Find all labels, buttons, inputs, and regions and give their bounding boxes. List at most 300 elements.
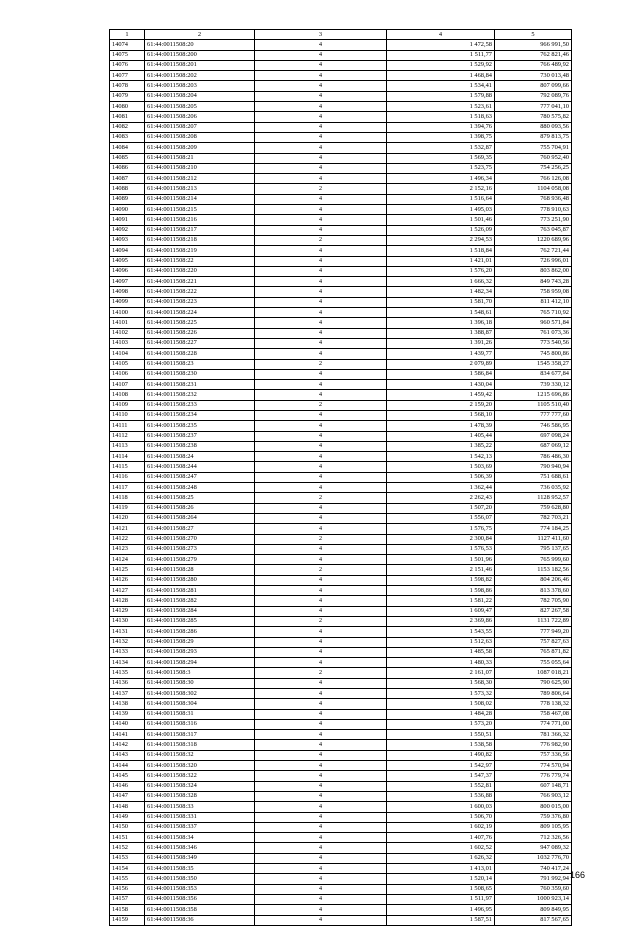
table-cell: 14139: [110, 709, 145, 719]
table-cell: 4: [255, 894, 387, 904]
table-cell: 1 484,28: [387, 709, 495, 719]
table-row: [110, 894, 572, 904]
table-cell: 61:44:0011508:304: [145, 699, 255, 709]
table-cell: 4: [255, 50, 387, 60]
table-cell: 4: [255, 740, 387, 750]
table-row: [110, 369, 572, 379]
table-cell: 61:44:0011508:231: [145, 380, 255, 390]
table-row: [110, 483, 572, 493]
table-cell: 61:44:0011508:222: [145, 287, 255, 297]
table-cell: 4: [255, 308, 387, 318]
table-cell: 61:44:0011508:228: [145, 349, 255, 359]
table-cell: 4: [255, 606, 387, 616]
table-row: [110, 668, 572, 678]
table-cell: 61:44:0011508:317: [145, 730, 255, 740]
table-row: [110, 71, 572, 81]
table-cell: 14124: [110, 555, 145, 565]
table-cell: 880 093,56: [495, 122, 572, 132]
table-cell: 1 548,61: [387, 308, 495, 318]
table-cell: 786 486,30: [495, 452, 572, 462]
table-cell: 61:44:0011508:230: [145, 369, 255, 379]
table-row: [110, 689, 572, 699]
table-cell: 61:44:0011508:356: [145, 894, 255, 904]
table-cell: 765 710,92: [495, 308, 572, 318]
table-row: [110, 740, 572, 750]
table-cell: 14151: [110, 833, 145, 843]
table-cell: 61:44:0011508:206: [145, 112, 255, 122]
table-cell: 2: [255, 668, 387, 678]
table-cell: 14118: [110, 493, 145, 503]
table-cell: 4: [255, 380, 387, 390]
table-row: [110, 575, 572, 585]
table-row: [110, 441, 572, 451]
table-cell: 14092: [110, 225, 145, 235]
table-cell: 4: [255, 246, 387, 256]
table-cell: 774 771,00: [495, 719, 572, 729]
table-cell: 1 388,87: [387, 328, 495, 338]
table-cell: 790 625,90: [495, 678, 572, 688]
table-cell: 1 394,76: [387, 122, 495, 132]
table-cell: 773 540,56: [495, 338, 572, 348]
table-cell: 14104: [110, 349, 145, 359]
table-cell: 61:44:0011508:31: [145, 709, 255, 719]
table-cell: 4: [255, 709, 387, 719]
table-cell: 1 552,81: [387, 781, 495, 791]
table-cell: 1 547,37: [387, 771, 495, 781]
table-cell: 61:44:0011508:217: [145, 225, 255, 235]
table-cell: 61:44:0011508:26: [145, 503, 255, 513]
table-cell: 14119: [110, 503, 145, 513]
table-cell: 1 598,82: [387, 575, 495, 585]
table-cell: 14121: [110, 524, 145, 534]
table-cell: 834 677,84: [495, 369, 572, 379]
table-cell: 1 482,34: [387, 287, 495, 297]
table-row: [110, 225, 572, 235]
table-cell: 758 959,08: [495, 287, 572, 297]
table-row: [110, 215, 572, 225]
table-row: [110, 380, 572, 390]
table-row: [110, 884, 572, 894]
table-cell: 792 089,76: [495, 91, 572, 101]
table-cell: 61:44:0011508:316: [145, 719, 255, 729]
table-row: [110, 905, 572, 915]
table-row: [110, 534, 572, 544]
table-cell: 14088: [110, 184, 145, 194]
table-row: [110, 812, 572, 822]
table-cell: 4: [255, 719, 387, 729]
table-row: [110, 400, 572, 410]
table-cell: 4: [255, 647, 387, 657]
table-cell: 14101: [110, 318, 145, 328]
table-row: [110, 596, 572, 606]
table-cell: 14076: [110, 60, 145, 70]
table-cell: 61:44:0011508:322: [145, 771, 255, 781]
table-cell: 4: [255, 452, 387, 462]
table-cell: 61:44:0011508:20: [145, 40, 255, 50]
table-cell: 4: [255, 575, 387, 585]
table-cell: 14089: [110, 194, 145, 204]
table-cell: 61:44:0011508:207: [145, 122, 255, 132]
table-cell: 1 405,44: [387, 431, 495, 441]
table-cell: 1 478,39: [387, 421, 495, 431]
table-cell: 4: [255, 853, 387, 863]
table-cell: 14108: [110, 390, 145, 400]
table-cell: 807 099,66: [495, 81, 572, 91]
table-cell: 607 148,71: [495, 781, 572, 791]
table-cell: 781 366,32: [495, 730, 572, 740]
column-header: 5: [495, 30, 572, 40]
table-cell: 757 336,56: [495, 750, 572, 760]
table-cell: 14093: [110, 235, 145, 245]
table-cell: 61:44:0011508:248: [145, 483, 255, 493]
table-cell: 1087 018,21: [495, 668, 572, 678]
table-row: [110, 658, 572, 668]
table-cell: 1 490,82: [387, 750, 495, 760]
table-cell: 1 666,32: [387, 277, 495, 287]
table-cell: 712 326,56: [495, 833, 572, 843]
table-cell: 61:44:0011508:24: [145, 452, 255, 462]
table-cell: 4: [255, 215, 387, 225]
table-cell: 61:44:0011508:34: [145, 833, 255, 843]
table-cell: 1 576,75: [387, 524, 495, 534]
table-cell: 1 472,58: [387, 40, 495, 50]
table-cell: 14159: [110, 915, 145, 925]
table-cell: 61:44:0011508:3: [145, 668, 255, 678]
data-table: [109, 29, 572, 926]
table-cell: 61:44:0011508:208: [145, 132, 255, 142]
table-cell: 2 152,16: [387, 184, 495, 194]
table-cell: 14082: [110, 122, 145, 132]
table-cell: 14075: [110, 50, 145, 60]
table-cell: 61:44:0011508:224: [145, 308, 255, 318]
table-cell: 776 982,90: [495, 740, 572, 750]
table-cell: 14135: [110, 668, 145, 678]
table-body: [110, 40, 572, 926]
table-cell: 61:44:0011508:213: [145, 184, 255, 194]
table-row: [110, 359, 572, 369]
table-cell: 1 511,77: [387, 50, 495, 60]
table-cell: 4: [255, 513, 387, 523]
table-row: [110, 544, 572, 554]
table-cell: 4: [255, 771, 387, 781]
table-cell: 1 421,01: [387, 256, 495, 266]
table-cell: 1 518,84: [387, 246, 495, 256]
table-cell: 4: [255, 864, 387, 874]
table-cell: 1 506,39: [387, 472, 495, 482]
table-row: [110, 60, 572, 70]
table-row: [110, 586, 572, 596]
table-cell: 61:44:0011508:247: [145, 472, 255, 482]
table-cell: 61:44:0011508:285: [145, 616, 255, 626]
table-cell: 759 376,80: [495, 812, 572, 822]
table-cell: 1 532,87: [387, 143, 495, 153]
table-cell: 61:44:0011508:215: [145, 205, 255, 215]
table-cell: 61:44:0011508:27: [145, 524, 255, 534]
table-cell: 4: [255, 472, 387, 482]
table-cell: 61:44:0011508:212: [145, 174, 255, 184]
table-cell: 61:44:0011508:349: [145, 853, 255, 863]
table-cell: 14095: [110, 256, 145, 266]
table-cell: 1 396,18: [387, 318, 495, 328]
table-cell: 4: [255, 431, 387, 441]
table-cell: 4: [255, 122, 387, 132]
table-cell: 14085: [110, 153, 145, 163]
table-cell: 1 459,42: [387, 390, 495, 400]
table-cell: 61:44:0011508:237: [145, 431, 255, 441]
table-cell: 14142: [110, 740, 145, 750]
table-cell: 4: [255, 699, 387, 709]
table-cell: 4: [255, 483, 387, 493]
table-cell: 14123: [110, 544, 145, 554]
table-cell: 1 576,53: [387, 544, 495, 554]
table-cell: 760 359,60: [495, 884, 572, 894]
table-row: [110, 184, 572, 194]
table-cell: 1 573,32: [387, 689, 495, 699]
table-row: [110, 431, 572, 441]
table-cell: 4: [255, 586, 387, 596]
table-cell: 14102: [110, 328, 145, 338]
table-cell: 2: [255, 493, 387, 503]
table-cell: 4: [255, 421, 387, 431]
table-cell: 1 508,02: [387, 699, 495, 709]
table-row: [110, 781, 572, 791]
table-cell: 4: [255, 410, 387, 420]
table-cell: 4: [255, 205, 387, 215]
table-cell: 14083: [110, 132, 145, 142]
table-cell: 782 703,21: [495, 513, 572, 523]
table-cell: 4: [255, 750, 387, 760]
table-cell: 778 910,63: [495, 205, 572, 215]
table-cell: 14133: [110, 647, 145, 657]
table-cell: 697 098,24: [495, 431, 572, 441]
table-cell: 811 412,10: [495, 297, 572, 307]
table-cell: 1545 358,27: [495, 359, 572, 369]
table-cell: 1 587,51: [387, 915, 495, 925]
table-row: [110, 112, 572, 122]
table-cell: 61:44:0011508:35: [145, 864, 255, 874]
table-row: [110, 822, 572, 832]
table-cell: 14091: [110, 215, 145, 225]
table-cell: 61:44:0011508:22: [145, 256, 255, 266]
table-cell: 2 161,07: [387, 668, 495, 678]
table-cell: 4: [255, 822, 387, 832]
table-row: [110, 297, 572, 307]
table-cell: 1 550,51: [387, 730, 495, 740]
table-row: [110, 730, 572, 740]
table-cell: 14107: [110, 380, 145, 390]
table-cell: 1 529,92: [387, 60, 495, 70]
table-cell: 1 508,65: [387, 884, 495, 894]
table-row: [110, 874, 572, 884]
table-cell: 1 507,20: [387, 503, 495, 513]
table-row: [110, 616, 572, 626]
table-cell: 755 055,64: [495, 658, 572, 668]
table-cell: 14138: [110, 699, 145, 709]
table-row: [110, 40, 572, 50]
table-cell: 14156: [110, 884, 145, 894]
table-cell: 765 999,60: [495, 555, 572, 565]
table-cell: 1 542,97: [387, 761, 495, 771]
table-cell: 14077: [110, 71, 145, 81]
table-cell: 1215 696,86: [495, 390, 572, 400]
table-cell: 61:44:0011508:294: [145, 658, 255, 668]
table-cell: 61:44:0011508:28: [145, 565, 255, 575]
table-cell: 1 520,14: [387, 874, 495, 884]
table-cell: 4: [255, 905, 387, 915]
table-cell: 14157: [110, 894, 145, 904]
table-cell: 61:44:0011508:358: [145, 905, 255, 915]
table-cell: 4: [255, 40, 387, 50]
table-cell: 61:44:0011508:226: [145, 328, 255, 338]
table-row: [110, 338, 572, 348]
table-cell: 61:44:0011508:218: [145, 235, 255, 245]
table-cell: 758 467,08: [495, 709, 572, 719]
table-cell: 1 503,69: [387, 462, 495, 472]
table-cell: 4: [255, 812, 387, 822]
table-row: [110, 524, 572, 534]
table-row: [110, 194, 572, 204]
table-cell: 14098: [110, 287, 145, 297]
table-cell: 61:44:0011508:328: [145, 791, 255, 801]
table-cell: 790 940,94: [495, 462, 572, 472]
table-cell: 1 581,70: [387, 297, 495, 307]
table-cell: 751 688,61: [495, 472, 572, 482]
table-cell: 14141: [110, 730, 145, 740]
table-cell: 687 069,12: [495, 441, 572, 451]
table-cell: 760 952,40: [495, 153, 572, 163]
table-row: [110, 555, 572, 565]
column-header: 3: [255, 30, 387, 40]
table-cell: 14144: [110, 761, 145, 771]
table-cell: 14087: [110, 174, 145, 184]
table-cell: 803 862,00: [495, 266, 572, 276]
table-cell: 14128: [110, 596, 145, 606]
table-cell: 1 543,55: [387, 627, 495, 637]
table-cell: 761 073,36: [495, 328, 572, 338]
table-row: [110, 699, 572, 709]
table-cell: 780 575,82: [495, 112, 572, 122]
table-row: [110, 410, 572, 420]
table-cell: 1 430,04: [387, 380, 495, 390]
table-header: [110, 30, 572, 40]
table-cell: 1 485,58: [387, 647, 495, 657]
table-cell: 61:44:0011508:235: [145, 421, 255, 431]
table-cell: 1 398,75: [387, 132, 495, 142]
table-row: [110, 102, 572, 112]
table-cell: 827 267,58: [495, 606, 572, 616]
header-row: [110, 30, 572, 40]
table-row: [110, 153, 572, 163]
table-cell: 2 262,43: [387, 493, 495, 503]
table-cell: 1 568,10: [387, 410, 495, 420]
table-cell: 14136: [110, 678, 145, 688]
table-cell: 1104 058,08: [495, 184, 572, 194]
table-row: [110, 843, 572, 853]
table-cell: 4: [255, 256, 387, 266]
table-cell: 1 536,88: [387, 791, 495, 801]
table-cell: 4: [255, 349, 387, 359]
table-cell: 61:44:0011508:36: [145, 915, 255, 925]
table-row: [110, 864, 572, 874]
table-cell: 757 827,63: [495, 637, 572, 647]
table-row: [110, 565, 572, 575]
table-cell: 4: [255, 287, 387, 297]
table-row: [110, 81, 572, 91]
table-cell: 4: [255, 225, 387, 235]
table-cell: 14158: [110, 905, 145, 915]
table-cell: 1000 923,14: [495, 894, 572, 904]
table-cell: 14131: [110, 627, 145, 637]
table-cell: 1 538,58: [387, 740, 495, 750]
table-row: [110, 750, 572, 760]
table-row: [110, 235, 572, 245]
table-cell: 804 206,46: [495, 575, 572, 585]
table-cell: 1 542,13: [387, 452, 495, 462]
table-cell: 14146: [110, 781, 145, 791]
table-cell: 762 721,44: [495, 246, 572, 256]
table-cell: 1127 411,60: [495, 534, 572, 544]
table-cell: 61:44:0011508:232: [145, 390, 255, 400]
table-cell: 1 518,63: [387, 112, 495, 122]
table-cell: 14120: [110, 513, 145, 523]
table-cell: 4: [255, 102, 387, 112]
table-cell: 1 501,46: [387, 215, 495, 225]
table-cell: 2: [255, 184, 387, 194]
table-row: [110, 472, 572, 482]
table-cell: 14099: [110, 297, 145, 307]
table-cell: 4: [255, 112, 387, 122]
table-cell: 14148: [110, 802, 145, 812]
table-cell: 61:44:0011508:225: [145, 318, 255, 328]
table-cell: 14149: [110, 812, 145, 822]
table-cell: 61:44:0011508:32: [145, 750, 255, 760]
table-cell: 61:44:0011508:280: [145, 575, 255, 585]
table-row: [110, 205, 572, 215]
table-row: [110, 421, 572, 431]
table-cell: 61:44:0011508:270: [145, 534, 255, 544]
table-row: [110, 163, 572, 173]
table-cell: 791 992,94: [495, 874, 572, 884]
table-row: [110, 915, 572, 925]
table-cell: 14103: [110, 338, 145, 348]
table-cell: 1 609,47: [387, 606, 495, 616]
table-cell: 740 417,24: [495, 864, 572, 874]
table-cell: 809 105,95: [495, 822, 572, 832]
table-cell: 61:44:0011508:244: [145, 462, 255, 472]
table-cell: 14152: [110, 843, 145, 853]
table-cell: 4: [255, 884, 387, 894]
table-row: [110, 266, 572, 276]
table-cell: 4: [255, 390, 387, 400]
table-row: [110, 174, 572, 184]
table-cell: 14117: [110, 483, 145, 493]
table-cell: 777 777,60: [495, 410, 572, 420]
table-cell: 61:44:0011508:205: [145, 102, 255, 112]
table-cell: 14127: [110, 586, 145, 596]
table-cell: 2: [255, 400, 387, 410]
table-cell: 1105 510,40: [495, 400, 572, 410]
table-cell: 2 294,53: [387, 235, 495, 245]
table-cell: 1131 722,89: [495, 616, 572, 626]
table-row: [110, 853, 572, 863]
table-row: [110, 246, 572, 256]
table-cell: 1 385,22: [387, 441, 495, 451]
table-cell: 61:44:0011508:324: [145, 781, 255, 791]
table-cell: 726 996,01: [495, 256, 572, 266]
table-cell: 61:44:0011508:293: [145, 647, 255, 657]
table-cell: 61:44:0011508:210: [145, 163, 255, 173]
table-cell: 14115: [110, 462, 145, 472]
